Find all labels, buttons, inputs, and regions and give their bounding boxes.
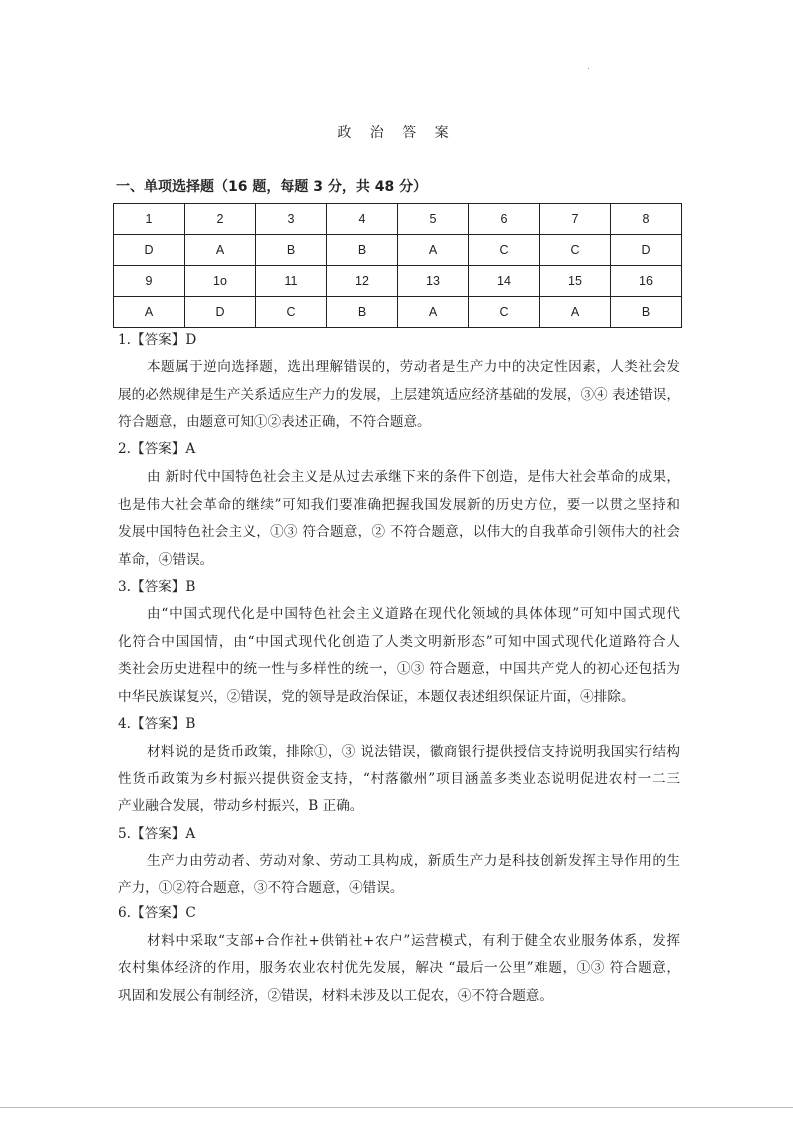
table-cell: A bbox=[540, 297, 611, 328]
table-cell: 2 bbox=[185, 204, 256, 235]
explanation-line: 生产力由劳动者、劳动对象、劳动工具构成，新质生产力是科技创新发挥主导作用的生 bbox=[147, 853, 680, 869]
table-cell: 13 bbox=[398, 266, 469, 297]
answer-table bbox=[113, 203, 682, 328]
explanation-line: 化符合中国国情，由“中国式现代化创造了人类文明新形态”可知中国式现代化道路符合人 bbox=[118, 634, 680, 650]
explanation-line: 巩固和发展公有制经济，②错误，材料未涉及以工促农，④不符合题意。 bbox=[118, 988, 553, 1004]
table-cell: A bbox=[185, 235, 256, 266]
table-cell: 9 bbox=[114, 266, 185, 297]
table-cell: D bbox=[114, 235, 185, 266]
answer-heading: 3.【答案】B bbox=[118, 579, 196, 595]
table-cell: 12 bbox=[327, 266, 398, 297]
table-cell: C bbox=[469, 235, 540, 266]
table-cell: 14 bbox=[469, 266, 540, 297]
table-cell: A bbox=[398, 235, 469, 266]
table-cell: C bbox=[540, 235, 611, 266]
table-cell: 1o bbox=[185, 266, 256, 297]
table-cell: 5 bbox=[398, 204, 469, 235]
explanation-line: 由“中国式现代化是中国特色社会主义道路在现代化领域的具体体现”可知中国式现代 bbox=[147, 606, 680, 622]
explanation-line: 中华民族谋复兴，②错误，党的领导是政治保证，本题仅表述组织保证片面，④排除。 bbox=[118, 689, 635, 705]
answer-row bbox=[114, 235, 682, 266]
answer-heading: 1.【答案】D bbox=[118, 332, 197, 348]
table-cell: C bbox=[256, 297, 327, 328]
table-cell: B bbox=[256, 235, 327, 266]
table-cell: B bbox=[611, 297, 682, 328]
table-cell: A bbox=[114, 297, 185, 328]
table-cell: B bbox=[327, 235, 398, 266]
section-heading: 一、单项选择题（16 题，每题 3 分，共 48 分） bbox=[116, 179, 428, 195]
question-number-row bbox=[114, 266, 682, 297]
answer-row bbox=[114, 297, 682, 328]
table-cell: A bbox=[398, 297, 469, 328]
answer-heading: 5.【答案】A bbox=[118, 826, 196, 842]
explanation-line: 展的必然规律是生产关系适应生产力的发展，上层建筑适应经济基础的发展，③④ 表述错误， bbox=[118, 387, 680, 403]
table-cell: D bbox=[185, 297, 256, 328]
answer-heading: 4.【答案】B bbox=[118, 716, 196, 732]
page-title: 政 治 答 案 bbox=[337, 125, 456, 141]
table-cell: 3 bbox=[256, 204, 327, 235]
table-cell: 16 bbox=[611, 266, 682, 297]
question-number-row bbox=[114, 204, 682, 235]
table-cell: 6 bbox=[469, 204, 540, 235]
explanation-line: 发展中国特色社会主义，①③ 符合题意，② 不符合题意，以伟大的自我革命引领伟大的社会 bbox=[118, 524, 680, 540]
table-cell: B bbox=[327, 297, 398, 328]
table-cell: C bbox=[469, 297, 540, 328]
explanation-line: 也是伟大社会革命的继续”可知我们要准确把握我国发展新的历史方位，要一以贯之坚持和 bbox=[118, 497, 680, 513]
table-cell: 7 bbox=[540, 204, 611, 235]
explanation-line: 产力，①②符合题意，③不符合题意，④错误。 bbox=[118, 880, 404, 896]
explanation-line: 农村集体经济的作用，服务农业农村优先发展，解决 “最后一公里”难题，①③ 符合题意， bbox=[118, 960, 680, 976]
explanation-line: 符合题意，由题意可知①②表述正确，不符合题意。 bbox=[118, 414, 431, 430]
table-cell: D bbox=[611, 235, 682, 266]
explanation-line: 革命，④错误。 bbox=[118, 552, 214, 568]
table-cell: 4 bbox=[327, 204, 398, 235]
table-cell: 15 bbox=[540, 266, 611, 297]
answer-heading: 2.【答案】A bbox=[118, 441, 196, 457]
page-bottom-divider bbox=[0, 1107, 793, 1108]
explanation-line: 本题属于逆向选择题，选出理解错误的，劳动者是生产力中的决定性因素，人类社会发 bbox=[147, 359, 680, 375]
explanation-line: 性货币政策为乡村振兴提供资金支持，“村落徽州”项目涵盖多类业态说明促进农村一二三 bbox=[118, 771, 680, 787]
table-cell: 1 bbox=[114, 204, 185, 235]
table-cell: 8 bbox=[611, 204, 682, 235]
explanation-line: 材料说的是货币政策，排除①，③ 说法错误，徽商银行提供授信支持说明我国实行结构 bbox=[147, 744, 680, 760]
explanation-line: 材料中采取“支部+合作社+供销社+农户”运营模式，有利于健全农业服务体系，发挥 bbox=[147, 933, 680, 949]
explanation-line: 产业融合发展，带动乡村振兴，B 正确。 bbox=[118, 798, 364, 814]
table-cell: 11 bbox=[256, 266, 327, 297]
explanation-line: 由 新时代中国特色社会主义是从过去承继下来的条件下创造，是伟大社会革命的成果， bbox=[147, 469, 680, 485]
scan-speck bbox=[588, 68, 589, 69]
explanation-line: 类社会历史进程中的统一性与多样性的统一，①③ 符合题意，中国共产党人的初心还包括为 bbox=[118, 661, 680, 677]
answer-heading: 6.【答案】C bbox=[118, 905, 196, 921]
